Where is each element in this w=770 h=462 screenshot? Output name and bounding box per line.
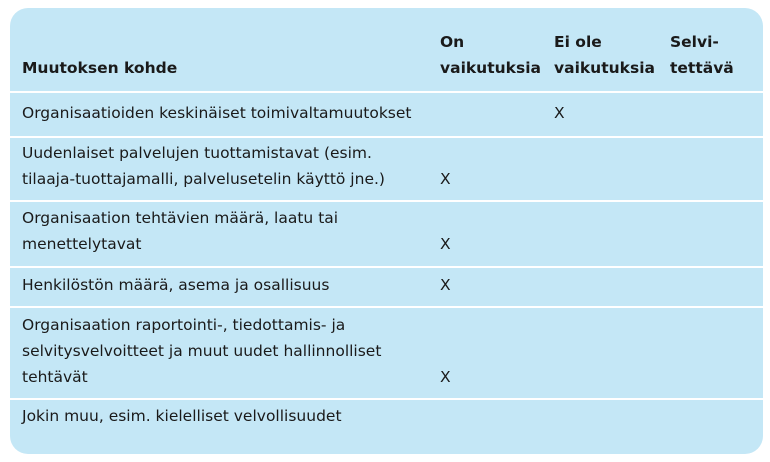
header-ei-ole-vaikutuksia: Ei ole vaikutuksia <box>554 33 655 77</box>
mark-on: X <box>440 235 451 253</box>
mark-on: X <box>440 368 451 386</box>
mark-on: X <box>440 170 451 188</box>
impact-table <box>10 8 763 454</box>
row-label: Organisaatioiden keskinäiset toimivaltamuutokset <box>22 104 412 122</box>
row-separator <box>10 306 763 308</box>
row-separator <box>10 200 763 202</box>
mark-on: X <box>440 276 451 294</box>
row-label: Organisaation tehtävien määrä, laatu tai menettelytavat <box>22 209 339 253</box>
row-separator <box>10 136 763 138</box>
row-separator <box>10 398 763 400</box>
header-on-vaikutuksia: On vaikutuksia <box>440 33 541 77</box>
row-label: Jokin muu, esim. kielelliset velvollisuudet <box>22 407 342 425</box>
header-subject: Muutoksen kohde <box>22 59 178 77</box>
row-label: Organisaation raportointi-, tiedottamis- ja selvitysvelvoitteet ja muut uudet hallinnolliset tehtävät <box>22 316 382 386</box>
header-selvitettava: Selvi- tettävä <box>670 33 734 77</box>
row-separator <box>10 266 763 268</box>
row-label: Uudenlaiset palvelujen tuottamistavat (esim. tilaaja-tuottajamalli, palvelusetelin käyttö jne.) <box>22 144 385 188</box>
row-label: Henkilöstön määrä, asema ja osallisuus <box>22 276 330 294</box>
row-separator <box>10 91 763 93</box>
mark-ei-ole: X <box>554 104 565 122</box>
